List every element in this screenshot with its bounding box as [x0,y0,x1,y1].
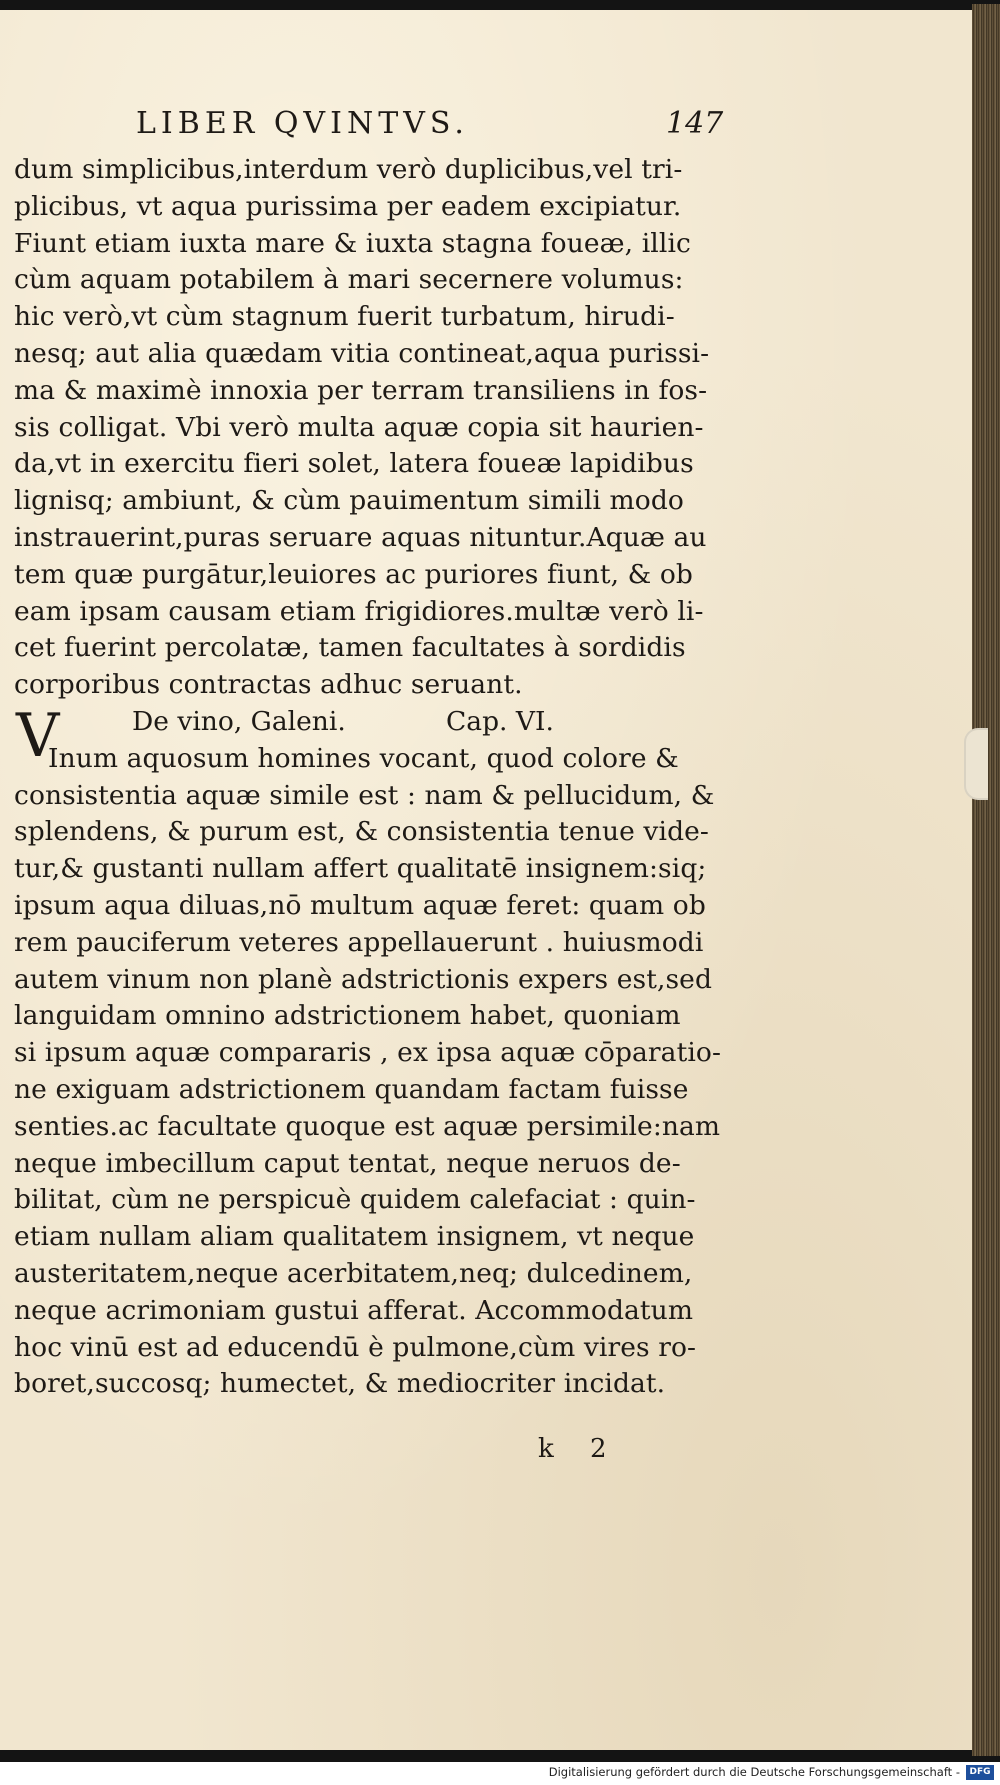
dfg-logo-icon: DFG [966,1765,994,1780]
text-line: plicibus, vt aqua purissima per eadem excipiatur. [14,190,682,222]
text-line: lignisq; ambiunt, & cùm pauimentum simili modo [14,485,684,517]
text-line: ma & maximè innoxia per terram transiliens in fos- [14,374,708,406]
text-line: si ipsum aquæ compararis , ex ipsa aquæ cōparatio- [14,1037,722,1069]
text-block [14,106,734,1403]
text-line: cet fuerint percolatæ, tamen facultates à sordidis [14,632,686,664]
text-line: ipsum aqua diluas,nō multum aquæ feret: quam ob [14,889,706,921]
text-line: rem pauciferum veteres appellauerunt . huiusmodi [14,926,704,958]
text-line: Inum aquosum homines vocant, quod colore & [48,742,679,774]
text-line: dum simplicibus,interdum verò duplicibus,vel tri- [14,154,683,185]
paragraph-water [14,152,734,704]
page-edge [972,4,1000,1756]
text-line: consistentia aquæ simile est : nam & pellucidum, & [14,779,715,811]
text-line: Fiunt etiam iuxta mare & iuxta stagna foueæ, illic [14,227,691,259]
book-page [0,10,974,1750]
text-line: sis colligat. Vbi verò multa aquæ copia sit haurien- [14,411,704,443]
text-line: nesq; aut alia quædam vitia contineat,aqua purissi- [14,337,710,369]
text-line: neque acrimoniam gustui afferat. Accommodatum [14,1294,694,1326]
text-line: eam ipsam causam etiam frigidiores.multæ verò li- [14,595,704,627]
text-line: da,vt in exercitu fieri solet, latera foueæ lapidibus [14,448,694,480]
paragraph-wine [14,741,734,1403]
bookmark-tab [964,728,988,800]
text-line: hoc vinū est ad educendū è pulmone,cùm vires ro- [14,1331,697,1363]
text-line: etiam nullam aliam qualitatem insignem, vt neque [14,1221,695,1253]
footer-bar [0,1762,1000,1785]
text-line: autem vinum non planè adstrictionis expers est,sed [14,963,713,995]
text-line: instrauerint,puras seruare aquas nituntur.Aquæ au [14,521,707,553]
text-line: splendens, & purum est, & consistentia tenue vide- [14,816,709,848]
text-line: cùm aquam potabilem à mari secernere volumus: [14,264,684,296]
text-line: tur,& gustanti nullam affert qualitatē insignem:siq; [14,853,707,885]
drop-cap: V [16,700,60,771]
text-line: bilitat, cùm ne perspicuè quidem calefaciat : quin- [14,1184,696,1216]
page-number: 147 [666,106,724,141]
text-line: neque imbecillum caput tentat, neque neruos de- [14,1147,681,1179]
text-line: tem quæ purgātur,leuiores ac puriores fiunt, & ob [14,558,693,590]
running-head [14,106,734,152]
text-line: corporibus contractas adhuc seruant. [14,669,523,701]
running-head-title: LIBER QVINTVS. [136,106,469,141]
text-line: boret,succosq; humectet, & mediocriter incidat. [14,1368,666,1400]
chapter-number: Cap. VI. [446,705,554,737]
footer-credit: Digitalisierung gefördert durch die Deutsche Forschungsgemeinschaft - [548,1765,960,1779]
text-line: languidam omnino adstrictionem habet, quoniam [14,1000,681,1032]
signature-mark: k 2 [538,1434,621,1464]
chapter-title: De vino, Galeni. [132,705,346,737]
text-line: senties.ac facultate quoque est aquæ persimile:nam [14,1110,721,1142]
text-line: hic verò,vt cùm stagnum fuerit turbatum, hirudi- [14,301,675,333]
text-line: ne exiguam adstrictionem quandam factam fuisse [14,1073,689,1105]
text-line: austeritatem,neque acerbitatem,neq; dulcedinem, [14,1257,693,1289]
